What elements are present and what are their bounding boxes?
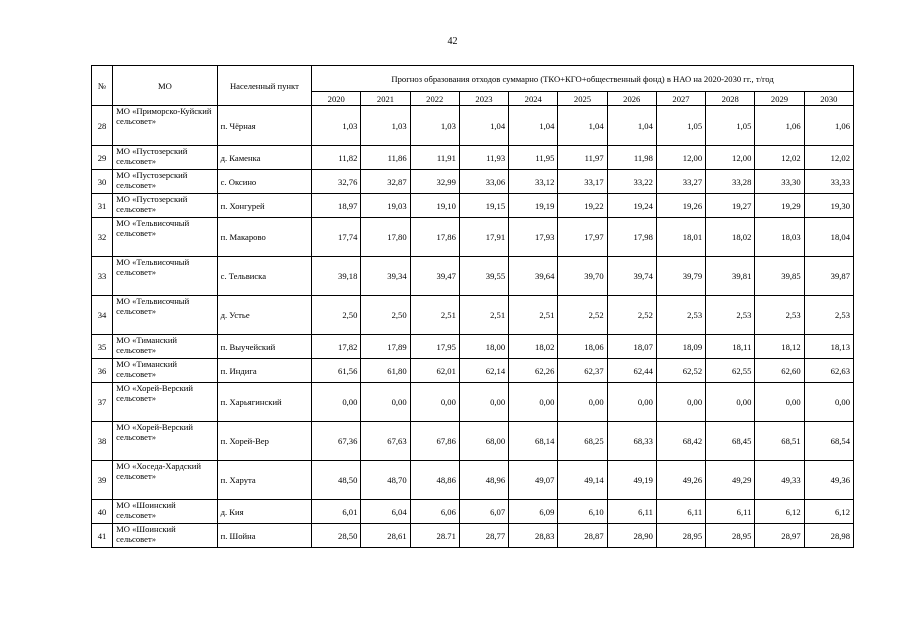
settlement-cell: п. Шойна (217, 524, 311, 548)
municipality-cell: МО «Хорей-Верский сельсовет» (113, 383, 218, 422)
value-cell: 6,01 (312, 500, 361, 524)
value-cell: 49,19 (607, 461, 656, 500)
table-row (92, 383, 854, 422)
value-cell: 6,07 (459, 500, 508, 524)
value-cell: 68,45 (706, 422, 755, 461)
value-cell: 18,07 (607, 335, 656, 359)
value-cell: 49,29 (706, 461, 755, 500)
value-cell: 17,91 (459, 218, 508, 257)
value-cell: 33,27 (656, 170, 705, 194)
value-cell: 11,86 (361, 146, 410, 170)
settlement-cell: п. Чёрная (217, 106, 311, 146)
year-header: 2028 (706, 92, 755, 106)
value-cell: 17,97 (558, 218, 607, 257)
settlement-cell: с. Тельвиска (217, 257, 311, 296)
municipality-cell: МО «Хорей-Верский сельсовет» (113, 422, 218, 461)
value-cell: 32,87 (361, 170, 410, 194)
value-cell: 39,64 (509, 257, 558, 296)
value-cell: 2,52 (607, 296, 656, 335)
value-cell: 39,85 (755, 257, 804, 296)
header-forecast: Прогноз образования отходов суммарно (ТКО+КГО+общественный фонд) в НАО на 2020-2030 гг., т/год (312, 66, 854, 92)
value-cell: 62,14 (459, 359, 508, 383)
value-cell: 68,54 (804, 422, 853, 461)
page-number: 42 (447, 36, 458, 47)
value-cell: 18,97 (312, 194, 361, 218)
value-cell: 0,00 (509, 383, 558, 422)
value-cell: 68,00 (459, 422, 508, 461)
value-cell: 2,51 (410, 296, 459, 335)
table-row (92, 461, 854, 500)
value-cell: 33,22 (607, 170, 656, 194)
value-cell: 2,53 (804, 296, 853, 335)
value-cell: 67,63 (361, 422, 410, 461)
value-cell: 11,98 (607, 146, 656, 170)
value-cell: 6,11 (607, 500, 656, 524)
value-cell: 33,12 (509, 170, 558, 194)
municipality-cell: МО «Пустозерский сельсовет» (113, 194, 218, 218)
row-number: 28 (92, 106, 113, 146)
value-cell: 19,27 (706, 194, 755, 218)
value-cell: 1,04 (558, 106, 607, 146)
year-header: 2024 (509, 92, 558, 106)
settlement-cell: д. Устье (217, 296, 311, 335)
value-cell: 6,11 (706, 500, 755, 524)
value-cell: 18,09 (656, 335, 705, 359)
value-cell: 18,01 (656, 218, 705, 257)
value-cell: 0,00 (459, 383, 508, 422)
value-cell: 6,04 (361, 500, 410, 524)
value-cell: 19,10 (410, 194, 459, 218)
value-cell: 39,34 (361, 257, 410, 296)
value-cell: 67,36 (312, 422, 361, 461)
value-cell: 62,44 (607, 359, 656, 383)
value-cell: 39,55 (459, 257, 508, 296)
value-cell: 17,95 (410, 335, 459, 359)
value-cell: 68,42 (656, 422, 705, 461)
table-row (92, 500, 854, 524)
municipality-cell: МО «Тельвисочный сельсовет» (113, 218, 218, 257)
value-cell: 11,95 (509, 146, 558, 170)
value-cell: 68,51 (755, 422, 804, 461)
row-number: 40 (92, 500, 113, 524)
value-cell: 0,00 (656, 383, 705, 422)
value-cell: 1,04 (459, 106, 508, 146)
row-number: 29 (92, 146, 113, 170)
value-cell: 11,82 (312, 146, 361, 170)
settlement-cell: п. Выучейский (217, 335, 311, 359)
value-cell: 11,93 (459, 146, 508, 170)
value-cell: 33,30 (755, 170, 804, 194)
municipality-cell: МО «Тиманский сельсовет» (113, 359, 218, 383)
value-cell: 18,02 (509, 335, 558, 359)
value-cell: 19,24 (607, 194, 656, 218)
value-cell: 1,05 (706, 106, 755, 146)
value-cell: 39,47 (410, 257, 459, 296)
year-header: 2023 (459, 92, 508, 106)
value-cell: 6,11 (656, 500, 705, 524)
table-row (92, 218, 854, 257)
settlement-cell: п. Харута (217, 461, 311, 500)
table-row (92, 106, 854, 146)
settlement-cell: д. Кия (217, 500, 311, 524)
row-number: 34 (92, 296, 113, 335)
value-cell: 17,80 (361, 218, 410, 257)
value-cell: 6,09 (509, 500, 558, 524)
year-header: 2030 (804, 92, 853, 106)
value-cell: 0,00 (607, 383, 656, 422)
table-row (92, 422, 854, 461)
row-number: 39 (92, 461, 113, 500)
settlement-cell: д. Каменка (217, 146, 311, 170)
value-cell: 6,12 (804, 500, 853, 524)
row-number: 41 (92, 524, 113, 548)
value-cell: 18,06 (558, 335, 607, 359)
value-cell: 0,00 (755, 383, 804, 422)
value-cell: 28,90 (607, 524, 656, 548)
year-header: 2029 (755, 92, 804, 106)
header-place: Населенный пункт (217, 66, 311, 106)
municipality-cell: МО «Тельвисочный сельсовет» (113, 257, 218, 296)
value-cell: 12,02 (804, 146, 853, 170)
value-cell: 28,50 (312, 524, 361, 548)
header-num: № (92, 66, 113, 106)
value-cell: 12,02 (755, 146, 804, 170)
value-cell: 1,04 (607, 106, 656, 146)
row-number: 31 (92, 194, 113, 218)
year-header: 2020 (312, 92, 361, 106)
value-cell: 39,87 (804, 257, 853, 296)
value-cell: 0,00 (558, 383, 607, 422)
value-cell: 68,14 (509, 422, 558, 461)
value-cell: 33,06 (459, 170, 508, 194)
value-cell: 2,51 (459, 296, 508, 335)
value-cell: 1,03 (410, 106, 459, 146)
municipality-cell: МО «Приморско-Куйский сельсовет» (113, 106, 218, 146)
settlement-cell: п. Хонгурей (217, 194, 311, 218)
settlement-cell: п. Харьягинский (217, 383, 311, 422)
year-header: 2026 (607, 92, 656, 106)
table-row (92, 257, 854, 296)
table-row (92, 335, 854, 359)
value-cell: 18,02 (706, 218, 755, 257)
municipality-cell: МО «Тиманский сельсовет» (113, 335, 218, 359)
value-cell: 28,61 (361, 524, 410, 548)
year-header: 2022 (410, 92, 459, 106)
municipality-cell: МО «Шоинский сельсовет» (113, 500, 218, 524)
value-cell: 19,19 (509, 194, 558, 218)
value-cell: 1,06 (804, 106, 853, 146)
table-row (92, 194, 854, 218)
value-cell: 2,53 (706, 296, 755, 335)
value-cell: 62,01 (410, 359, 459, 383)
value-cell: 0,00 (361, 383, 410, 422)
value-cell: 11,97 (558, 146, 607, 170)
settlement-cell: п. Индига (217, 359, 311, 383)
municipality-cell: МО «Пустозерский сельсовет» (113, 146, 218, 170)
value-cell: 0,00 (804, 383, 853, 422)
value-cell: 49,26 (656, 461, 705, 500)
value-cell: 17,93 (509, 218, 558, 257)
row-number: 33 (92, 257, 113, 296)
value-cell: 48,96 (459, 461, 508, 500)
value-cell: 1,05 (656, 106, 705, 146)
value-cell: 28,95 (656, 524, 705, 548)
value-cell: 17,74 (312, 218, 361, 257)
value-cell: 6,12 (755, 500, 804, 524)
value-cell: 33,28 (706, 170, 755, 194)
value-cell: 28,87 (558, 524, 607, 548)
table-row (92, 524, 854, 548)
value-cell: 6,06 (410, 500, 459, 524)
municipality-cell: МО «Шоинский сельсовет» (113, 524, 218, 548)
settlement-cell: с. Оксино (217, 170, 311, 194)
value-cell: 39,81 (706, 257, 755, 296)
value-cell: 1,06 (755, 106, 804, 146)
value-cell: 18,00 (459, 335, 508, 359)
value-cell: 2,53 (755, 296, 804, 335)
value-cell: 1,03 (361, 106, 410, 146)
value-cell: 2,50 (361, 296, 410, 335)
value-cell: 39,79 (656, 257, 705, 296)
value-cell: 18,13 (804, 335, 853, 359)
value-cell: 19,30 (804, 194, 853, 218)
value-cell: 39,74 (607, 257, 656, 296)
value-cell: 17,82 (312, 335, 361, 359)
value-cell: 39,18 (312, 257, 361, 296)
value-cell: 28,98 (804, 524, 853, 548)
value-cell: 61,56 (312, 359, 361, 383)
value-cell: 62,26 (509, 359, 558, 383)
year-header: 2027 (656, 92, 705, 106)
table-row (92, 146, 854, 170)
municipality-cell: МО «Тельвисочный сельсовет» (113, 296, 218, 335)
value-cell: 2,50 (312, 296, 361, 335)
value-cell: 28,83 (509, 524, 558, 548)
year-header: 2025 (558, 92, 607, 106)
value-cell: 68,25 (558, 422, 607, 461)
value-cell: 33,17 (558, 170, 607, 194)
value-cell: 6,10 (558, 500, 607, 524)
value-cell: 12,00 (656, 146, 705, 170)
municipality-cell: МО «Пустозерский сельсовет» (113, 170, 218, 194)
value-cell: 68,33 (607, 422, 656, 461)
value-cell: 28.71 (410, 524, 459, 548)
waste-forecast-table (91, 65, 854, 548)
header-mo: МО (113, 66, 218, 106)
value-cell: 48,50 (312, 461, 361, 500)
value-cell: 19,15 (459, 194, 508, 218)
value-cell: 1,04 (509, 106, 558, 146)
value-cell: 33,33 (804, 170, 853, 194)
value-cell: 2,53 (656, 296, 705, 335)
value-cell: 1,03 (312, 106, 361, 146)
value-cell: 61,80 (361, 359, 410, 383)
value-cell: 11,91 (410, 146, 459, 170)
value-cell: 28,97 (755, 524, 804, 548)
value-cell: 49,33 (755, 461, 804, 500)
row-number: 36 (92, 359, 113, 383)
value-cell: 2,51 (509, 296, 558, 335)
value-cell: 49,36 (804, 461, 853, 500)
value-cell: 32,76 (312, 170, 361, 194)
row-number: 38 (92, 422, 113, 461)
value-cell: 49,14 (558, 461, 607, 500)
value-cell: 62,37 (558, 359, 607, 383)
value-cell: 48,86 (410, 461, 459, 500)
value-cell: 19,29 (755, 194, 804, 218)
value-cell: 0,00 (706, 383, 755, 422)
value-cell: 62,63 (804, 359, 853, 383)
row-number: 30 (92, 170, 113, 194)
value-cell: 32,99 (410, 170, 459, 194)
value-cell: 17,86 (410, 218, 459, 257)
table-row (92, 359, 854, 383)
value-cell: 0,00 (410, 383, 459, 422)
value-cell: 28,95 (706, 524, 755, 548)
value-cell: 62,55 (706, 359, 755, 383)
settlement-cell: п. Хорей-Вер (217, 422, 311, 461)
value-cell: 67,86 (410, 422, 459, 461)
value-cell: 12,00 (706, 146, 755, 170)
value-cell: 17,89 (361, 335, 410, 359)
row-number: 37 (92, 383, 113, 422)
value-cell: 18,11 (706, 335, 755, 359)
value-cell: 2,52 (558, 296, 607, 335)
value-cell: 49,07 (509, 461, 558, 500)
settlement-cell: п. Макарово (217, 218, 311, 257)
value-cell: 18,03 (755, 218, 804, 257)
table-row (92, 296, 854, 335)
value-cell: 17,98 (607, 218, 656, 257)
value-cell: 48,70 (361, 461, 410, 500)
value-cell: 0,00 (312, 383, 361, 422)
value-cell: 18,04 (804, 218, 853, 257)
value-cell: 28,77 (459, 524, 508, 548)
value-cell: 62,52 (656, 359, 705, 383)
value-cell: 39,70 (558, 257, 607, 296)
municipality-cell: МО «Хоседа-Хардский сельсовет» (113, 461, 218, 500)
row-number: 32 (92, 218, 113, 257)
value-cell: 18,12 (755, 335, 804, 359)
year-header: 2021 (361, 92, 410, 106)
row-number: 35 (92, 335, 113, 359)
table-row (92, 170, 854, 194)
value-cell: 19,03 (361, 194, 410, 218)
value-cell: 62,60 (755, 359, 804, 383)
value-cell: 19,22 (558, 194, 607, 218)
value-cell: 19,26 (656, 194, 705, 218)
